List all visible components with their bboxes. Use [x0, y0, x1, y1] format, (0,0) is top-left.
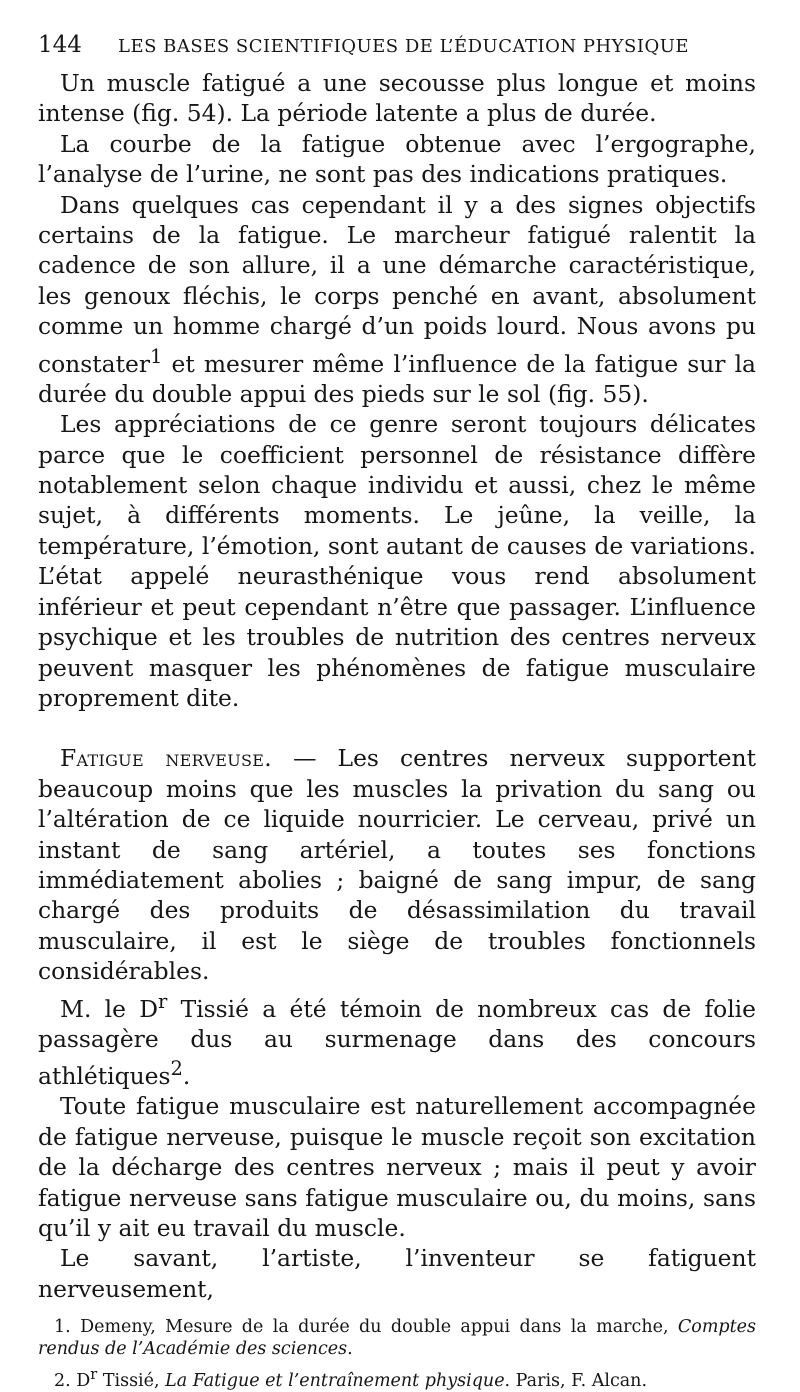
- footnote-2-title: La Fatigue et l’entraînement physique: [165, 1371, 505, 1392]
- paragraph-6: [38, 987, 756, 1092]
- running-head: [38, 32, 756, 68]
- paragraph-2: La courbe de la fatigue obtenue avec l’ergographe, l’analyse de l’urine, ne sont pas des indications pratiques.: [38, 129, 756, 189]
- footnote-2: [38, 1364, 756, 1392]
- footnotes: [38, 1316, 756, 1392]
- footnote-ref-1: 1: [150, 344, 163, 368]
- doctor-abbrev-sup: r: [158, 989, 168, 1013]
- paragraph-6-text-b: Tissié a été témoin de nombreux cas de folie passagère dus au surmenage dans des concours athlétiques: [38, 994, 756, 1090]
- paragraph-5: [38, 743, 756, 986]
- footnote-2-sup: r: [90, 1366, 98, 1384]
- body-text: [38, 68, 756, 1304]
- paragraph-5-text: — Les centres nerveux supportent beaucoup moins que les muscles la privation du sang ou l’altération de ce liquide nourricier. Le cerveau, privé un instant de sang artériel, a toutes ses fonctions immédiatement abolies ; baigné de sang impur, de sang chargé des produits de désassimilation du travail musculaire, il est le siège de troubles fonctionnels considérables.: [38, 744, 756, 986]
- page-number: 144: [38, 32, 82, 58]
- paragraph-3: [38, 190, 756, 410]
- footnote-2-text-d: . Paris, F. Alcan.: [504, 1371, 648, 1392]
- paragraph-3-text-b: et mesurer même l’influence de la fatigue sur la durée du double appui des pieds sur le sol (fig. 55).: [38, 349, 756, 408]
- footnote-1-journal: Comptes rendus de l’Académie des sciences: [38, 1317, 756, 1360]
- section-gap: [38, 713, 756, 743]
- footnote-ref-2: 2: [170, 1057, 183, 1081]
- paragraph-7: Toute fatigue musculaire est naturellement accompagnée de fatigue nerveuse, puisque le muscle reçoit son excitation de la décharge des centres nerveux ; mais il peut y avoir fatigue nerveuse sans fatigue musculaire ou, du moins, sans qu’il y ait eu travail du muscle.: [38, 1092, 756, 1243]
- footnote-1-text-a: 1. Demeny, Mesure de la durée du double appui dans la marche,: [54, 1317, 678, 1338]
- section-heading: Fatigue nerveuse.: [60, 744, 272, 773]
- paragraph-4: Les appréciations de ce genre seront toujours délicates parce que le coefficient personnel de résistance diffère notablement selon chaque individu et aussi, chez le même sujet, à différents moments. Le jeûne, la veille, la température, l’émotion, sont autant de causes de variations. L’état appelé neurasthénique vous rend absolument inférieur et peut cependant n’être que passager. L’influence psychique et les troubles de nutrition des centres nerveux peuvent masquer les phénomènes de fatigue musculaire proprement dite.: [38, 410, 756, 712]
- paragraph-3-text-a: Dans quelques cas cependant il y a des signes objectifs certains de la fatigue. Le marcheur fatigué ralentit la cadence de son allure, il a une démarche caractéristique, les genoux fléchis, le corps penché en avant, absolument comme un homme chargé d’un poids lourd. Nous avons pu constater: [38, 190, 756, 378]
- paragraph-6-text-a: M. le D: [60, 994, 158, 1023]
- footnote-2-text-b: Tissié,: [97, 1371, 166, 1392]
- running-title: LES BASES SCIENTIFIQUES DE L’ÉDUCATION PHYSIQUE: [118, 36, 690, 57]
- paragraph-8: Le savant, l’artiste, l’inventeur se fatiguent nerveusement,: [38, 1244, 756, 1303]
- footnote-1-text-c: .: [347, 1339, 353, 1360]
- paragraph-1: Un muscle fatigué a une secousse plus longue et moins intense (fig. 54). La période latente a plus de durée.: [38, 69, 756, 128]
- paragraph-6-text-c: .: [182, 1061, 191, 1090]
- footnote-2-text-a: 2. D: [54, 1371, 91, 1392]
- footnote-1: [38, 1316, 756, 1360]
